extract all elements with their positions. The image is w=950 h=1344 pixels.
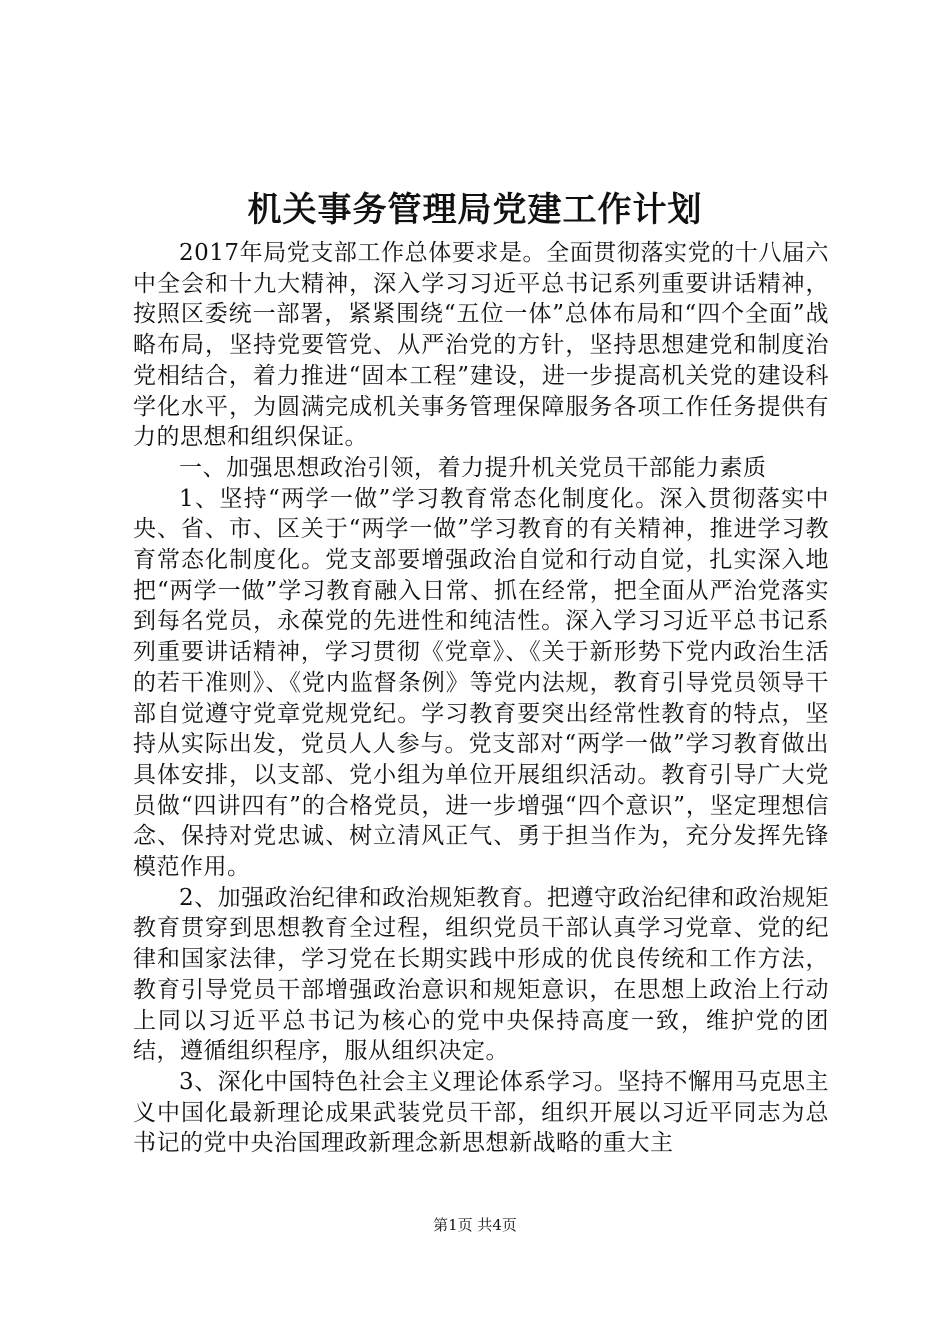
page-footer: 第1页 共4页	[433, 1216, 517, 1234]
paragraph-item-2: 2、加强政治纪律和政治规矩教育。把遵守政治纪律和政治规矩教育贯穿到思想教育全过程，组织党员干部认真学习党章、党的纪律和国家法律，学习党在长期实践中形成的优良传统和工作方法，教育引导党员干部增强政治意识和规矩意识，在思想上政治上行动上同以习近平总书记为核心的党中央保持高度一致，维护党的团结，遵循组织程序，服从组织决定。	[133, 884, 829, 1065]
paragraph-item-3: 3、深化中国特色社会主义理论体系学习。坚持不懈用马克思主义中国化最新理论成果武装党员干部，组织开展以习近平同志为总书记的党中央治国理政新理念新思想新战略的重大主	[133, 1068, 829, 1157]
paragraph-item-1: 1、坚持“两学一做”学习教育常态化制度化。深入贯彻落实中央、省、市、区关于“两学一做”学习教育的有关精神，推进学习教育常态化制度化。党支部要增强政治自觉和行动自觉，扎实深入地把“两学一做”学习教育融入日常、抓在经常，把全面从严治党落实到每名党员，永葆党的先进性和纯洁性。深入学习习近平总书记系列重要讲话精神，学习贯彻《党章》、《关于新形势下党内政治生活的若干准则》、《党内监督条例》等党内法规，教育引导党员领导干部自觉遵守党章党规党纪。学习教育要突出经常性教育的特点，坚持从实际出发，党员人人参与。党支部对“两学一做”学习教育做出具体安排，以支部、党小组为单位开展组织活动。教育引导广大党员做“四讲四有”的合格党员，进一步增强“四个意识”，坚定理想信念、保持对党忠诚、树立清风正气、勇于担当作为，充分发挥先锋模范作用。	[133, 485, 829, 881]
paragraph-intro: 2017年局党支部工作总体要求是。全面贯彻落实党的十八届六中全会和十九大精神，深入学习习近平总书记系列重要讲话精神，按照区委统一部署，紧紧围绕“五位一体”总体布局和“四个全面”战略布局，坚持党要管党、从严治党的方针，坚持思想建党和制度治党相结合，着力推进“固本工程”建设，进一步提高机关党的建设科学化水平，为圆满完成机关事务管理保障服务各项工作任务提供有力的思想和组织保证。	[133, 240, 829, 451]
section-heading-1: 一、加强思想政治引领，着力提升机关党员干部能力素质	[179, 454, 767, 481]
document-body	[133, 238, 829, 1159]
document-title: 机关事务管理局党建工作计划	[247, 190, 703, 230]
